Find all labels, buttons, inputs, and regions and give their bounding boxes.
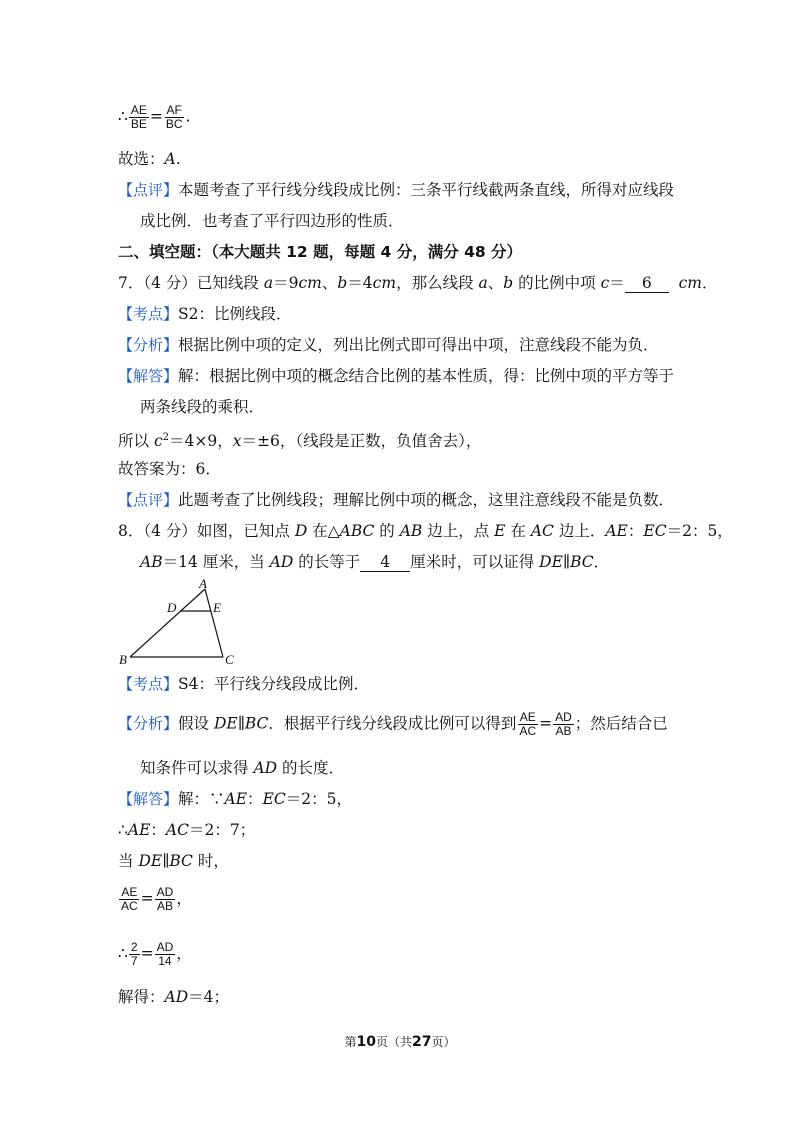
q7-fenxi-line: 【分析】根据比例中项的定义，列出比例式即可得出中项，注意线段不能为负． [118,336,659,354]
fraction: $\frac{AD}{AB}$ [555,710,572,738]
q8-fenxi-line-2: 知条件可以求得 AD 的长度． [140,759,344,777]
label-b: B [119,652,127,667]
prev-comment-line-2: 成比例．也考查了平行四边形的性质． [140,212,404,230]
prev-conclusion-line: ∴ $\frac{AE}{BE}$ = $\frac{AF}{BC}$ . [118,103,191,131]
q7-calc-line: 所以 $c^2=4\times 9$，x＝±6，（线段是正数，负值舍去）， [118,432,482,451]
q8-question-line-2: AB＝14 厘米，当 AD 的长等于 4 厘米时，可以证得 DE∥BC． [140,553,610,571]
section-heading: 二、填空题：（本大题共 12 题，每题 4 分，满分 48 分） [118,243,523,261]
therefore-symbol: ∴ [118,107,128,126]
q7-question-line: 7．（4 分）已知线段 a＝9cm、b＝4cm，那么线段 a、b 的比例中项 c＝ 6 cm． [118,274,718,292]
page-number: 10 [356,1034,376,1050]
fenxi-tag: 【分析】 [118,336,179,354]
fraction: $\frac{AE}{AC}$ [519,710,537,738]
kaodian-tag: 【考点】 [118,305,179,323]
label-c: C [225,652,234,667]
triangle-figure [115,578,245,668]
dianping-tag: 【点评】 [118,491,179,509]
label-a: A [199,578,207,591]
prev-answer-line: 故选：A. [118,150,181,168]
fraction: $\frac{AD}{14}$ [156,940,174,968]
q7-final-answer: 故答案为：6． [118,460,221,478]
page-footer: 第10页（共27页） [344,1034,456,1050]
q7-answer-blank: 6 [625,274,669,293]
jieda-tag: 【解答】 [118,790,179,808]
q8-step6: 解得：AD＝4； [118,988,230,1006]
kaodian-tag: 【考点】 [118,675,179,693]
q8-step5: ∴ $\frac{2}{7}$ = $\frac{AD}{14}$ ， [118,940,192,968]
fraction: $\frac{AF}{BC}$ [165,103,183,131]
comment-tag: 【点评】 [118,181,179,199]
q7-jieda-line: 【解答】解：根据比例中项的概念结合比例的基本性质，得：比例中项的平方等于 [118,367,675,385]
q8-fenxi-line: 【分析】假设 DE∥BC．根据平行线分线段成比例可以得到 $\frac{AE}{AC}$ = $\frac{AD}{AB}$ ；然后结合已 [118,710,668,738]
fenxi-tag: 【分析】 [118,714,179,733]
q8-step2: ∴AE：AC＝2：7； [118,821,256,839]
fraction: $\frac{AD}{AB}$ [156,885,174,913]
q7-jieda-line-2: 两条线段的乘积． [140,398,265,416]
fraction: $\frac{AE}{BE}$ [130,103,147,131]
prev-comment-line: 【点评】本题考查了平行线分线段成比例：三条平行线截两条直线，所得对应线段 [118,181,675,199]
fraction: $\frac{AE}{AC}$ [121,885,138,913]
q7-dianping-line: 【点评】此题考查了比例线段；理解比例中项的概念，这里注意线段不能是负数． [118,491,675,509]
q8-answer-blank: 4 [360,553,410,572]
q7-kaodian-line: 【考点】S2：比例线段． [118,305,292,323]
jieda-tag: 【解答】 [118,367,179,385]
q8-question-line-1: 8．（4 分）如图，已知点 D 在△ABC 的 AB 边上，点 E 在 AC 边上．AE：EC＝2：5， [118,522,733,540]
label-d: D [167,600,177,615]
q8-step3: 当 DE∥BC 时， [118,852,229,870]
q8-kaodian-line: 【考点】S4：平行线分线段成比例． [118,675,369,693]
q8-jieda-line: 【解答】解：∵AE：EC＝2：5， [118,790,352,808]
fraction: $\frac{2}{7}$ [130,940,138,968]
page-total: 27 [412,1034,432,1050]
q8-step4: $\frac{AE}{AC}$ = $\frac{AD}{AB}$ ， [121,885,192,913]
label-e: E [213,600,221,615]
